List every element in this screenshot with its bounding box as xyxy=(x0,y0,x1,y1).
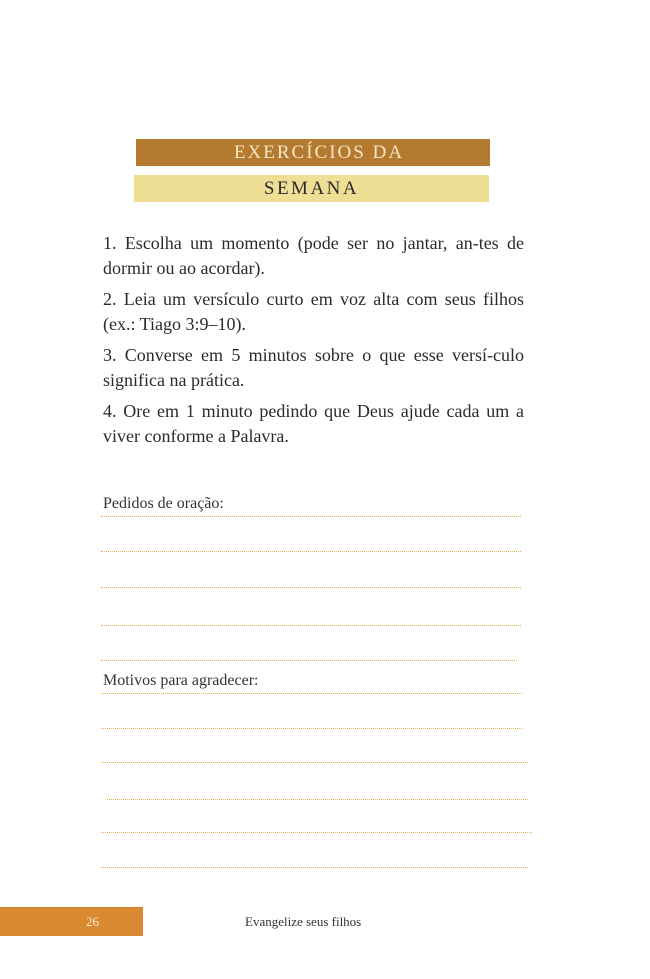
title-line-1: EXERCÍCIOS DA xyxy=(233,141,405,163)
thanks-label: Motivos para agradecer: xyxy=(103,672,259,689)
page-number-tab xyxy=(0,907,143,936)
exercise-item: 3. Converse em 5 minutos sobre o que esse versí-culo significa na prática. xyxy=(103,345,524,390)
writing-line xyxy=(101,728,522,729)
exercise-item: 4. Ore em 1 minuto pedindo que Deus ajude cada um a viver conforme a Palavra. xyxy=(103,401,524,446)
exercise-item: 1. Escolha um momento (pode ser no jantar, an-tes de dormir ou ao acordar). xyxy=(103,233,524,278)
page-number: 26 xyxy=(86,913,99,929)
title-bar-bottom xyxy=(134,175,489,202)
writing-line xyxy=(101,551,521,552)
writing-line xyxy=(101,867,528,868)
exercise-list xyxy=(103,231,524,455)
running-footer-title: Evangelize seus filhos xyxy=(245,914,362,929)
title-line-2: SEMANA xyxy=(263,177,360,199)
writing-line xyxy=(101,625,521,626)
writing-line xyxy=(101,832,532,833)
writing-line xyxy=(101,660,517,661)
writing-line xyxy=(101,693,522,694)
prayer-requests-label: Pedidos de oração: xyxy=(103,495,224,512)
title-bar-top xyxy=(136,139,490,166)
writing-line xyxy=(101,762,528,763)
exercise-item: 2. Leia um versículo curto em voz alta com seus filhos (ex.: Tiago 3:9–10). xyxy=(103,289,524,334)
writing-line xyxy=(101,587,521,588)
writing-line xyxy=(107,799,528,800)
writing-line xyxy=(101,516,521,517)
